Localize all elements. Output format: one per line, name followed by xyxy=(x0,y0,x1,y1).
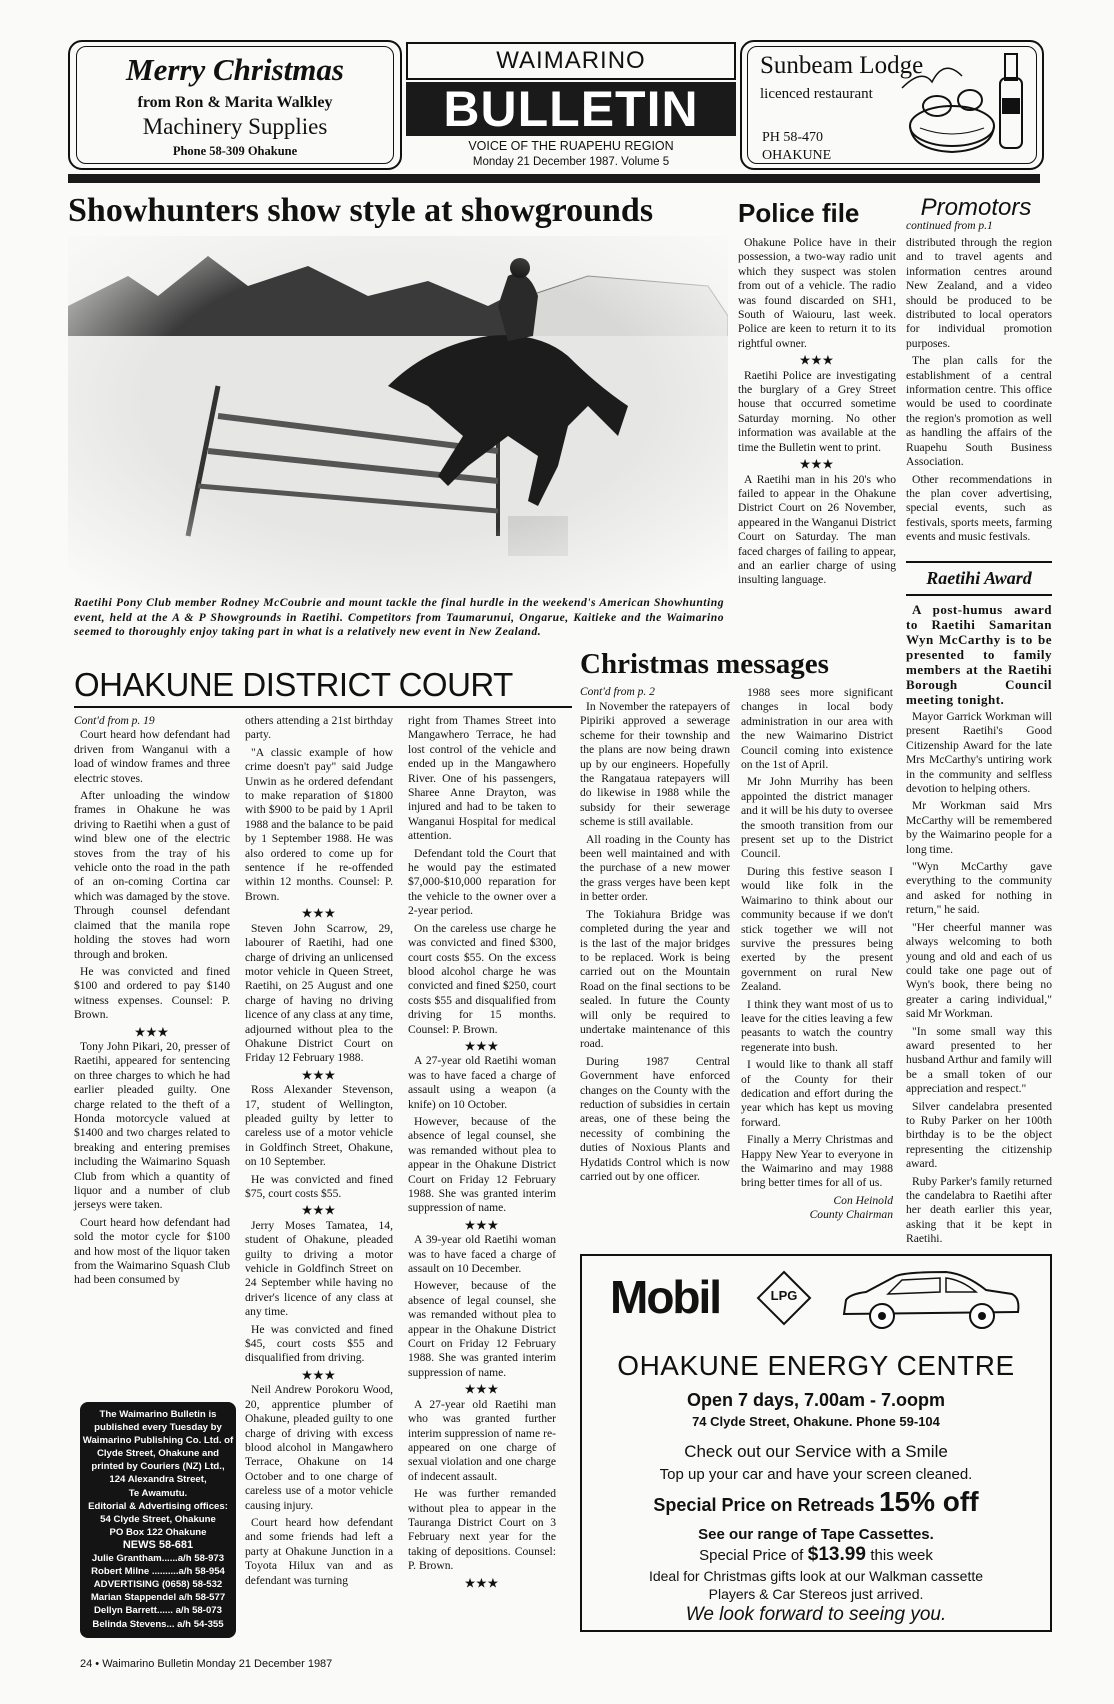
award-para: Ruby Parker's family returned the candelabra to Raetihi after her death earlier this year, asking that it be kept in Raetihi. xyxy=(906,1174,1052,1246)
mobil-address: 74 Clyde Street, Ohakune. Phone 59-104 xyxy=(692,1414,940,1429)
imprint-line: The Waimarino Bulletin is xyxy=(99,1409,217,1420)
imprint-line: PO Box 122 Ohakune xyxy=(109,1526,207,1538)
mobil-retreads-offer: 15% off xyxy=(878,1486,979,1517)
award-para: "In some small way this award presented to her husband Arthur and family will be a small token of our appreciation and respect." xyxy=(906,1024,1052,1096)
ad-town: OHAKUNE xyxy=(762,148,832,163)
ad-title: Merry Christmas xyxy=(126,52,344,87)
imprint-line: Clyde Street, Ohakune and xyxy=(96,1448,220,1460)
award-para: "Her cheerful manner was always welcoming to both young and old and each of us could take one page out of Wyn's book, there being no greater a caring individual," said Mr Workman. xyxy=(906,920,1052,1021)
police-column xyxy=(738,236,896,591)
divider xyxy=(906,594,1052,596)
imprint-line: Belinda Stevens... a/h 54-355 xyxy=(92,1618,224,1630)
mobil-retreads xyxy=(582,1486,1050,1518)
separator-stars: ★★★ xyxy=(464,1039,500,1053)
mobil-line: See our range of Tape Cassettes. xyxy=(698,1526,934,1543)
imprint-line: published every Tuesday by xyxy=(94,1422,222,1434)
separator-stars: ★★★ xyxy=(301,1068,337,1082)
separator-stars: ★★★ xyxy=(301,1204,337,1218)
divider xyxy=(906,561,1052,563)
court-para: Defendant told the Court that he would pay the estimated $7,000-$10,000 reparation for the vehicle to the owner over a 2-year period. xyxy=(408,846,556,918)
mobil-name: OHAKUNE ENERGY CENTRE xyxy=(617,1350,1015,1381)
showjumping-photo xyxy=(68,236,728,598)
ad-phone: PH 58-470 xyxy=(762,130,824,145)
imprint-line: NEWS 58-681 xyxy=(122,1538,194,1551)
court-para: Jerry Moses Tamatea, 14, student of Ohakune, pleaded guilty to driving a motor vehicle in Goldfinch Street on 24 September while having no driver's licence of any class at any time. xyxy=(245,1218,393,1319)
police-para: Ohakune Police have in their possession, a two-way radio unit which they suspect was stolen from out of a vehicle. The radio was found discarded on SH1, South of Waiouru, last week. Police are keen to return it to its rightful owner. xyxy=(738,236,896,350)
imprint-line: Te Awamutu. xyxy=(128,1487,188,1499)
separator-stars: ★★★ xyxy=(464,1576,500,1590)
xmas-para: All roading in the County has been well maintained and with the purchase of a new mower the grass verges have been kept in better order. xyxy=(580,832,730,904)
mobil-line: Players & Car Stereos just arrived. xyxy=(708,1586,924,1602)
mobil-hours: Open 7 days, 7.00am - 7.oopm xyxy=(686,1390,946,1410)
court-para: Tony John Pikari, 20, presser of Raetihi, appeared for sentencing on three charges to which he had earlier pleaded guilty. One charge related to the theft of a Honda motorcycle valued at $1400 and two charges related to breaking and entering premises including the Waimarino Squash Club from which a quantity of liquor and a number of club jerseys were taken. xyxy=(74,1039,230,1212)
xmas-para: During 1987 Central Government have enforced changes on the County with the reduction of subsidies in certain areas, one of these being the necessity of combining the duties of Noxious Plants and Hydatids Control which is now carried out by one officer. xyxy=(580,1054,730,1183)
imprint-line: Robert Milne ..........a/h 58-954 xyxy=(91,1566,225,1578)
separator-stars: ★★★ xyxy=(301,907,337,921)
award-headline: Raetihi Award xyxy=(926,568,1032,588)
mobil-logo: Mobil xyxy=(610,1271,721,1323)
mobil-line: Check out our Service with a Smile xyxy=(684,1442,948,1461)
court-para: However, because of the absence of legal counsel, she was remanded without plea to appear in the Ohakune District Court on Friday 12 February 1988. She was granted interim suppression of name. xyxy=(408,1114,556,1215)
masthead-top: WAIMARINO xyxy=(406,42,736,80)
xmas-para: During this festive season I would like folk in the Waimarino to think about our community because if we don't stick together we will not survive the pressures being exerted by the present government on rural New Zealand. xyxy=(741,864,893,994)
award-para: Mayor Garrick Workman will present Raetihi's Good Citizenship Award for the late Mrs McCarthy's untiring work in the community and selfless devotion to helping others. xyxy=(906,710,1052,796)
imprint-box xyxy=(80,1402,236,1638)
award-column xyxy=(906,602,1052,1250)
mobil-line: Top up your car and have your screen cleaned. xyxy=(659,1466,973,1483)
car-illustration xyxy=(836,1266,1026,1336)
masthead-tagline: VOICE OF THE RUAPEHU REGION xyxy=(468,139,674,153)
promotors-headline: Promotors xyxy=(920,194,1032,221)
separator-stars: ★★★ xyxy=(464,1383,500,1397)
promotors-para: Other recommendations in the plan cover advertising, special events, such as festivals, sports meets, farming events and music festivals. xyxy=(906,472,1052,544)
police-para: A Raetihi man in his 20's who failed to appear in the Ohakune District Court on 26 November, appeared in the Wanganui District Court on Saturday. The man faced charges of failing to appear, and an earlier charge of using insulting language. xyxy=(738,472,896,587)
mobil-line: Ideal for Christmas gifts look at our Walkman cassette xyxy=(648,1568,984,1584)
court-col-3 xyxy=(408,714,556,1591)
imprint-line: 124 Alexandra Street, xyxy=(109,1474,207,1486)
court-para: right from Thames Street into Mangawhero Terrace, he had lost control of the vehicle and ended up in the Mangawhero River. One of his passengers, Sharee Anne Drayton, was injured and had to be taken to Wanganui Hospital for medical attention. xyxy=(408,714,556,843)
court-para: On the careless use charge he was convicted and fined $300, court costs $55. On the excess blood alcohol charge he was convicted and fined $250, court costs $55 and disqualified from driving for 15 months. Counsel: P. Brown. xyxy=(408,921,556,1036)
lpg-label: LPG xyxy=(770,1288,798,1303)
court-para: He was convicted and fined $100 and ordered to pay $140 witness expenses. Counsel: P. Brown. xyxy=(74,964,230,1022)
xmas-signature: Con Heinold xyxy=(833,1193,893,1207)
mobil-price-value: $13.99 xyxy=(807,1544,866,1565)
court-para: He was convicted and fined $75, court costs $55. xyxy=(245,1172,393,1200)
mobil-cassette-price xyxy=(582,1544,1050,1566)
lead-headline: Showhunters show style at showgrounds xyxy=(68,192,654,229)
masthead xyxy=(406,42,736,168)
xmas-col-1 xyxy=(580,700,730,1187)
court-col-1 xyxy=(74,714,230,1291)
separator-stars: ★★★ xyxy=(799,458,835,472)
masthead-date: Monday 21 December 1987. Volume 5 xyxy=(472,156,670,168)
imprint-line: Julie Grantham......a/h 58-973 xyxy=(91,1553,225,1565)
separator-stars: ★★★ xyxy=(301,1368,337,1382)
xmas-col-2 xyxy=(741,686,893,1223)
court-para: However, because of the absence of legal counsel, she was remanded without plea to appear in the Ohakune District Court on Friday 12 February 1988. She was granted interim suppression of name. xyxy=(408,1279,556,1379)
award-lead: A post-humus award to Raetihi Samaritan Wyn McCarthy is to be presented to family members at the Raetihi Borough Council meeting tonight. xyxy=(906,602,1052,707)
award-para: "Wyn McCarthy gave everything to the community and asked for nothing in return," he said. xyxy=(906,860,1052,917)
imprint-line: Dellyn Barrett...... a/h 58-073 xyxy=(94,1605,222,1617)
xmas-headline: Christmas messages xyxy=(580,648,829,680)
xmas-signature-title: County Chairman xyxy=(809,1208,893,1222)
imprint-line: Marian Stappendel a/h 58-577 xyxy=(90,1592,226,1604)
imprint-line: ADVERTISING (0658) 58-532 xyxy=(93,1579,223,1591)
imprint-line: Editorial & Advertising offices: xyxy=(88,1500,228,1512)
court-para: Steven John Scarrow, 29, labourer of Raetihi, had one charge of driving an unlicensed motor vehicle in Queen Street, Raetihi, on 25 August and one charge of having no driving licence of any class at any time, adjourned without plea to the Ohakune District Court on Friday 12 February 1988. xyxy=(245,921,393,1065)
imprint-line: Waimarino Publishing Co. Ltd. of xyxy=(82,1435,234,1447)
court-para: He was further remanded without plea to appear in the Tauranga District Court on 3 February next year for the taking of depositions. Counsel: P. Brown. xyxy=(408,1487,556,1573)
separator-stars: ★★★ xyxy=(134,1025,170,1039)
promotors-para: distributed through the region and to travel agents and information centres around New Zealand, and a video should be produced to be distributed to local operators for individual promotion purposes. xyxy=(906,236,1052,350)
court-para: He was convicted and fined $45, court costs $55 and disqualified from driving. xyxy=(245,1322,393,1365)
court-para: Court heard how defendant had sold the motor cycle for $100 and how most of the liquor taken from the Waimarino Squash Club had been consumed by xyxy=(74,1215,230,1287)
court-para: "A classic example of how crime doesn't pay" said Judge Unwin as he ordered defendant to make reparation of $1800 with $900 to be paid by 1 April 1988 and the balance to be paid by 1 September 1988. He was also ordered to come up for sentence if he re-offended within 12 months. Counsel: P. Brown. xyxy=(245,745,393,903)
promotors-contd: continued from p.1 xyxy=(906,220,993,232)
court-para: A 27-year old Raetihi woman was to have faced a charge of assault using a weapon (a knife) on 10 October. xyxy=(408,1054,556,1111)
separator-stars: ★★★ xyxy=(799,354,835,368)
page-footer: 24 • Waimarino Bulletin Monday 21 December 1987 xyxy=(80,1658,333,1670)
xmas-para: The Tokiahura Bridge was completed during the year and is the last of the major bridges to be replaced. Work is being carried out on the Mountain Road on the final sections to be sealed. In future the County will only be required to undertake maintenance of this road. xyxy=(580,907,730,1051)
xmas-para: Mr John Murrihy has been appointed the district manager and it will be his duty to oversee the smooth transition from our present set up to the District Council. xyxy=(741,775,893,861)
court-para: A 39-year old Raetihi woman was to have faced a charge of assault on 10 December. xyxy=(408,1233,556,1276)
award-para: Silver candelabra presented to Ruby Parker on her 100th birthday is to be the object representing the citizenship award. xyxy=(906,1099,1052,1171)
imprint-line: printed by Couriers (NZ) Ltd., xyxy=(91,1461,225,1473)
mobil-closing: We look forward to seeing you. xyxy=(685,1604,947,1625)
court-para: others attending a 21st birthday party. xyxy=(245,714,393,742)
ad-line: Phone 58-309 Ohakune xyxy=(172,144,298,158)
masthead-rule xyxy=(68,174,1040,183)
xmas-contd: Cont'd from p. 2 xyxy=(580,686,655,698)
xmas-para: Finally a Merry Christmas and Happy New Year to everyone in the Waimarino and may 1988 bring better times for all of us. xyxy=(741,1133,893,1190)
masthead-title: BULLETIN xyxy=(406,82,736,136)
xmas-para: I think they want most of us to leave for the cities leaving a few peasants to watch the country regenerate into bush. xyxy=(741,997,893,1054)
separator-stars: ★★★ xyxy=(464,1218,500,1232)
police-para: Raetihi Police are investigating the burglary of a Grey Street house that occurred sometime Saturday morning. No other information was available at the time the Bulletin went to print. xyxy=(738,368,896,454)
mobil-retreads-label: Special Price on Retreads xyxy=(653,1495,875,1515)
photo-caption: Raetihi Pony Club member Rodney McCoubrie and mount tackle the final hurdle in the weekend's American Showhunting event, held at the A & P Showgrounds in Raetihi. Competitors from Taumarunui, Ongarue, Kaitieke and the Waimarino seemed to thoroughly enjoy taking part in what is a relatively new event in New Zealand. xyxy=(74,596,724,639)
court-contd: Cont'd from p. 19 xyxy=(74,715,155,727)
police-headline: Police file xyxy=(738,198,860,228)
mobil-price-label: Special Price of xyxy=(699,1547,804,1564)
cookware-illustration xyxy=(892,48,1032,158)
award-para: Mr Workman said Mrs McCarthy will be remembered by the Waimarino people for a long time. xyxy=(906,799,1052,856)
xmas-para: 1988 sees more significant changes in local body administration in our area with the new Waimarino District Council coming into existence on the 1st of April. xyxy=(741,686,893,772)
xmas-para: I would like to thank all staff of the County for their dedication and effort during the year which has kept us moving forward. xyxy=(741,1058,893,1129)
court-rule xyxy=(74,706,572,708)
court-col-2 xyxy=(245,714,393,1591)
imprint-line: 54 Clyde Street, Ohakune xyxy=(100,1513,216,1525)
sunbeam-lodge-ad xyxy=(740,40,1044,170)
court-para: Ross Alexander Stevenson, 17, student of Wellington, pleaded guilty by letter to careless use of a motor vehicle in Goldfinch Street, Ohakune, on 10 September. xyxy=(245,1083,393,1169)
court-para: Neil Andrew Porokoru Wood, 20, apprentice plumber of Ohakune, pleaded guilty to one charge of driving with excess blood alcohol in Mangawhero Terrace, Ohakune on 14 October and to one charge of careless use of a motor vehicle causing injury. xyxy=(245,1383,393,1512)
court-para: A 27-year old Raetihi man who was granted further interim suppression of name re-appeared on one charge of sexual violation and one charge of indecent assault. xyxy=(408,1397,556,1483)
xmas-para: In November the ratepayers of Pipiriki approved a sewerage scheme for their township and the plans are now being drawn up by our engineers. Hopefully the Rangataua ratepayers will do likewise in 1988 while the subsidy for their sewerage scheme is still available. xyxy=(580,700,730,829)
ad-subtitle: licenced restaurant xyxy=(760,86,873,102)
ad-line: Machinery Supplies xyxy=(142,114,328,139)
mobil-price-suffix: this week xyxy=(870,1547,933,1564)
court-headline: OHAKUNE DISTRICT COURT xyxy=(74,666,513,703)
court-para: After unloading the window frames in Ohakune he was driving to Raetihi when a gust of wind blew one of the electric stoves from the tray of his vehicle onto the road in the path of an on-coming Cortina car which was damaged by the stove. Through counsel defendant claimed that the manila rope holding the stoves had worn through and broken. xyxy=(74,789,230,961)
mobil-ad xyxy=(580,1254,1052,1632)
ad-line: from Ron & Marita Walkley xyxy=(137,94,333,111)
court-para: Court heard how defendant had driven from Wanganui with a load of window frames and three electric stoves. xyxy=(74,728,230,785)
court-para: Court heard how defendant and some friends had left a party at Ohakune Junction in a Toyota Hilux van and as defendant was turning xyxy=(245,1515,393,1587)
ad-title: Sunbeam Lodge xyxy=(760,52,924,79)
merry-christmas-ad xyxy=(68,40,402,170)
promotors-para: The plan calls for the establishment of a central information centre. This office would be used to coordinate the region's promotion as well as handling the affairs of the Ruapehu South Business Association. xyxy=(906,354,1052,469)
promotors-column xyxy=(906,236,1052,548)
